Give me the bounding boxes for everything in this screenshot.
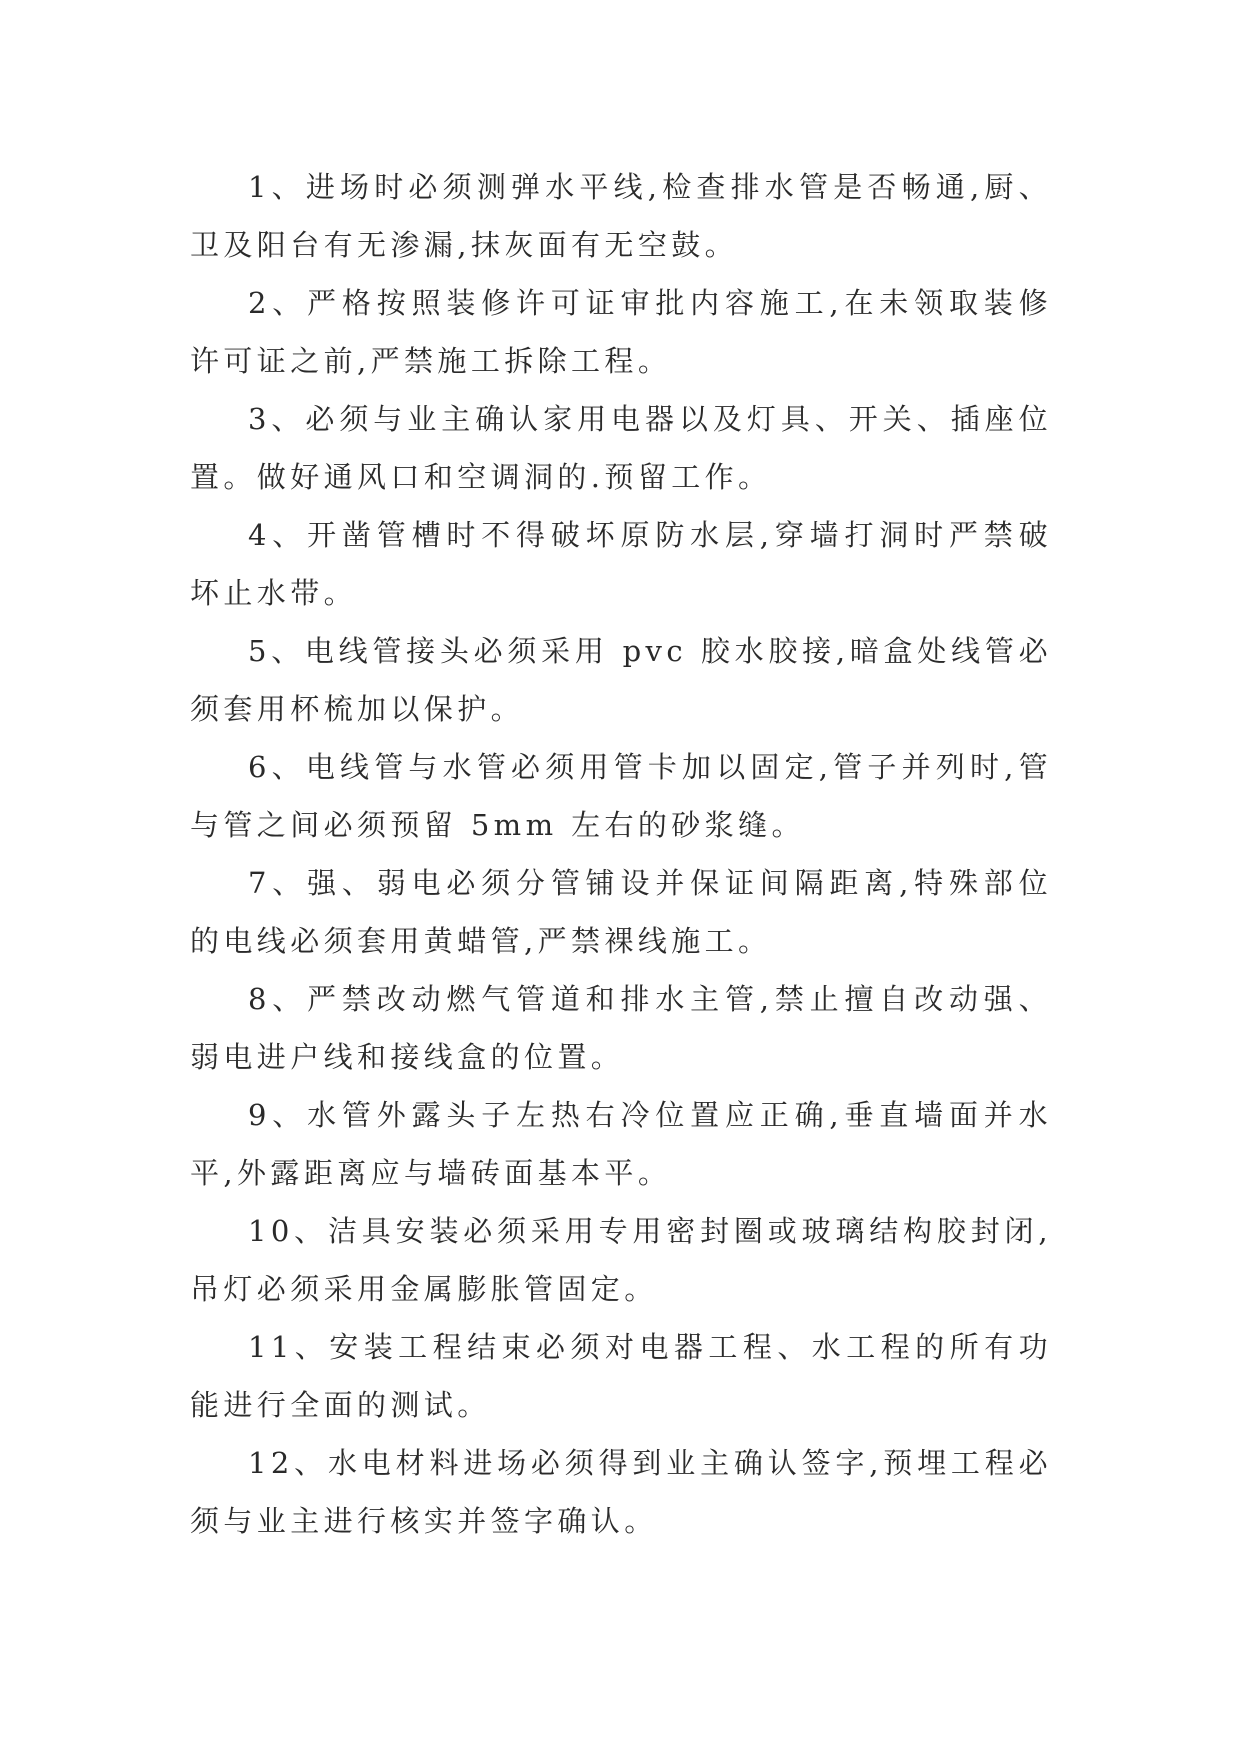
paragraph-1: 1、进场时必须测弹水平线,检查排水管是否畅通,厨、卫及阳台有无渗漏,抹灰面有无空鼓。 — [190, 170, 1052, 262]
document-body — [190, 158, 1052, 1550]
paragraph-7: 7、强、弱电必须分管铺设并保证间隔距离,特殊部位的电线必须套用黄蜡管,严禁裸线施工。 — [190, 866, 1052, 958]
paragraph-5: 5、电线管接头必须采用 pvc 胶水胶接,暗盒处线管必须套用杯梳加以保护。 — [190, 634, 1052, 726]
paragraph-12: 12、水电材料进场必须得到业主确认签字,预埋工程必须与业主进行核实并签字确认。 — [190, 1446, 1052, 1538]
paragraph-9: 9、水管外露头子左热右冷位置应正确,垂直墙面并水平,外露距离应与墙砖面基本平。 — [190, 1098, 1052, 1190]
paragraph-2: 2、严格按照装修许可证审批内容施工,在未领取装修许可证之前,严禁施工拆除工程。 — [190, 286, 1052, 378]
paragraph-10: 10、洁具安装必须采用专用密封圈或玻璃结构胶封闭,吊灯必须采用金属膨胀管固定。 — [190, 1214, 1052, 1306]
paragraph-6: 6、电线管与水管必须用管卡加以固定,管子并列时,管与管之间必须预留 5mm 左右的砂浆缝。 — [190, 750, 1052, 842]
paragraph-3: 3、必须与业主确认家用电器以及灯具、开关、插座位置。做好通风口和空调洞的.预留工作。 — [190, 402, 1052, 494]
paragraph-8: 8、严禁改动燃气管道和排水主管,禁止擅自改动强、弱电进户线和接线盒的位置。 — [190, 982, 1052, 1074]
paragraph-4: 4、开凿管槽时不得破坏原防水层,穿墙打洞时严禁破坏止水带。 — [190, 518, 1052, 610]
paragraph-11: 11、安装工程结束必须对电器工程、水工程的所有功能进行全面的测试。 — [190, 1330, 1052, 1422]
